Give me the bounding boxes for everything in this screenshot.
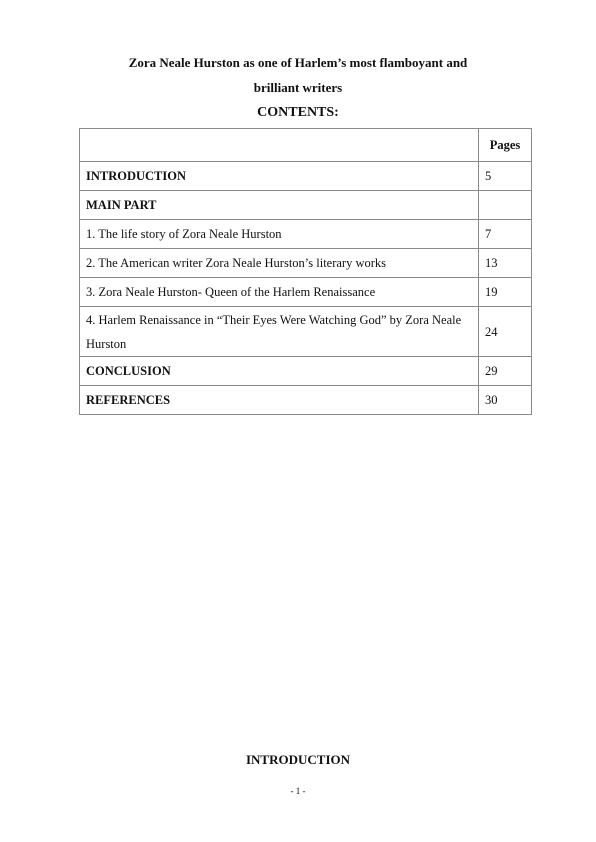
document-title-line-1: Zora Neale Hurston as one of Harlem’s most flamboyant and bbox=[128, 55, 468, 70]
toc-entry-page: 7 bbox=[479, 220, 532, 249]
table-row bbox=[80, 162, 532, 191]
introduction-heading: INTRODUCTION bbox=[245, 752, 350, 767]
toc-entry-page: 19 bbox=[479, 278, 532, 307]
table-row bbox=[80, 307, 532, 357]
toc-entry-title: 3. Zora Neale Hurston- Queen of the Harlem Renaissance bbox=[80, 278, 479, 307]
toc-entry-page bbox=[479, 191, 532, 220]
table-row bbox=[80, 220, 532, 249]
table-row bbox=[80, 191, 532, 220]
toc-entry-title: 1. The life story of Zora Neale Hurston bbox=[80, 220, 479, 249]
document-title-line-2: brilliant writers bbox=[253, 80, 343, 95]
toc-header-empty-cell bbox=[80, 129, 479, 162]
toc-entry-title: 2. The American writer Zora Neale Hurston’s literary works bbox=[80, 249, 479, 278]
page-number: - 1 - bbox=[290, 786, 306, 796]
toc-entry-page: 29 bbox=[479, 357, 532, 386]
toc-entry-title: CONCLUSION bbox=[80, 357, 479, 386]
toc-entry-title: REFERENCES bbox=[80, 386, 479, 415]
toc-entry-title: MAIN PART bbox=[80, 191, 479, 220]
toc-pages-header: Pages bbox=[479, 129, 532, 162]
table-row bbox=[80, 278, 532, 307]
toc-entry-page: 24 bbox=[479, 307, 532, 357]
toc-entry-title: 4. Harlem Renaissance in “Their Eyes Were Watching God” by Zora Neale Hurston bbox=[80, 307, 479, 357]
table-of-contents bbox=[79, 128, 532, 415]
toc-entry-page: 13 bbox=[479, 249, 532, 278]
table-row bbox=[80, 357, 532, 386]
toc-entry-page: 5 bbox=[479, 162, 532, 191]
table-row bbox=[80, 249, 532, 278]
toc-entry-page: 30 bbox=[479, 386, 532, 415]
toc-header-row bbox=[80, 129, 532, 162]
contents-heading: CONTENTS: bbox=[257, 105, 339, 120]
table-row bbox=[80, 386, 532, 415]
toc-entry-title: INTRODUCTION bbox=[80, 162, 479, 191]
